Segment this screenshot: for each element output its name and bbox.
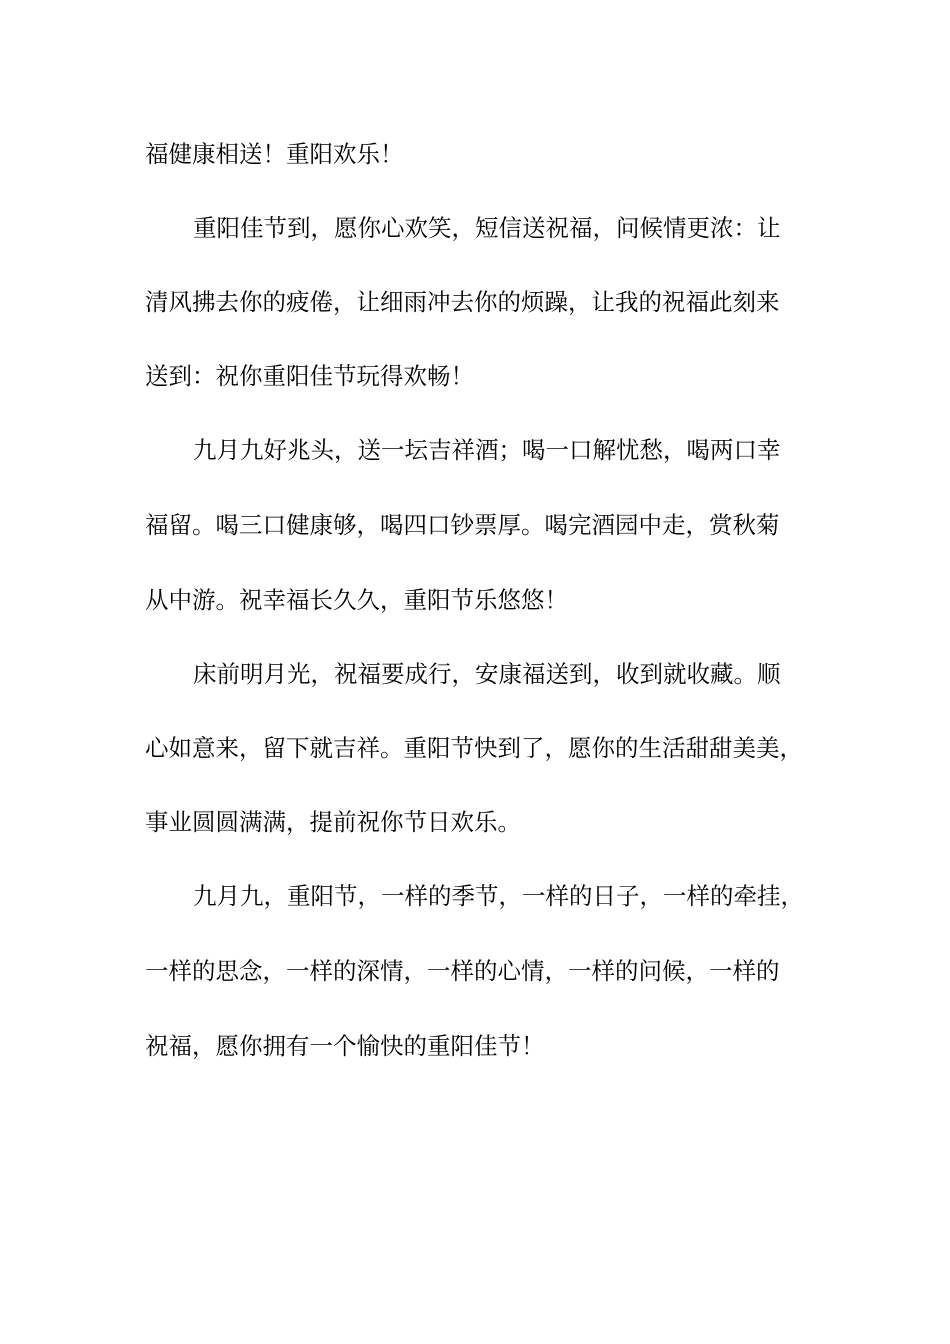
paragraph-first-line: 九月九，重阳节，一样的季节，一样的日子，一样的牵挂， — [193, 882, 804, 910]
text-line: 一样的思念，一样的深情，一样的心情，一样的问候，一样的 — [145, 957, 780, 985]
paragraph-first-line: 重阳佳节到，愿你心欢笑，短信送祝福，问候情更浓：让 — [193, 214, 781, 242]
paragraph-first-line: 九月九好兆头，送一坛吉祥酒；喝一口解忧愁，喝两口幸 — [193, 436, 781, 464]
text-line: 福健康相送！重阳欢乐！ — [145, 140, 404, 168]
paragraph-first-line: 床前明月光，祝福要成行，安康福送到，收到就收藏。顺 — [193, 660, 781, 688]
text-line: 福留。喝三口健康够，喝四口钞票厚。喝完酒园中走，赏秋菊 — [145, 511, 780, 539]
text-line: 从中游。祝幸福长久久，重阳节乐悠悠！ — [145, 586, 568, 614]
text-line: 心如意来，留下就吉祥。重阳节快到了，愿你的生活甜甜美美， — [145, 734, 803, 762]
text-line: 清风拂去你的疲倦，让细雨冲去你的烦躁，让我的祝福此刻来 — [145, 288, 780, 316]
text-line: 祝福，愿你拥有一个愉快的重阳佳节！ — [145, 1032, 545, 1060]
text-line: 事业圆圆满满，提前祝你节日欢乐。 — [145, 808, 521, 836]
text-line: 送到：祝你重阳佳节玩得欢畅！ — [145, 362, 474, 390]
